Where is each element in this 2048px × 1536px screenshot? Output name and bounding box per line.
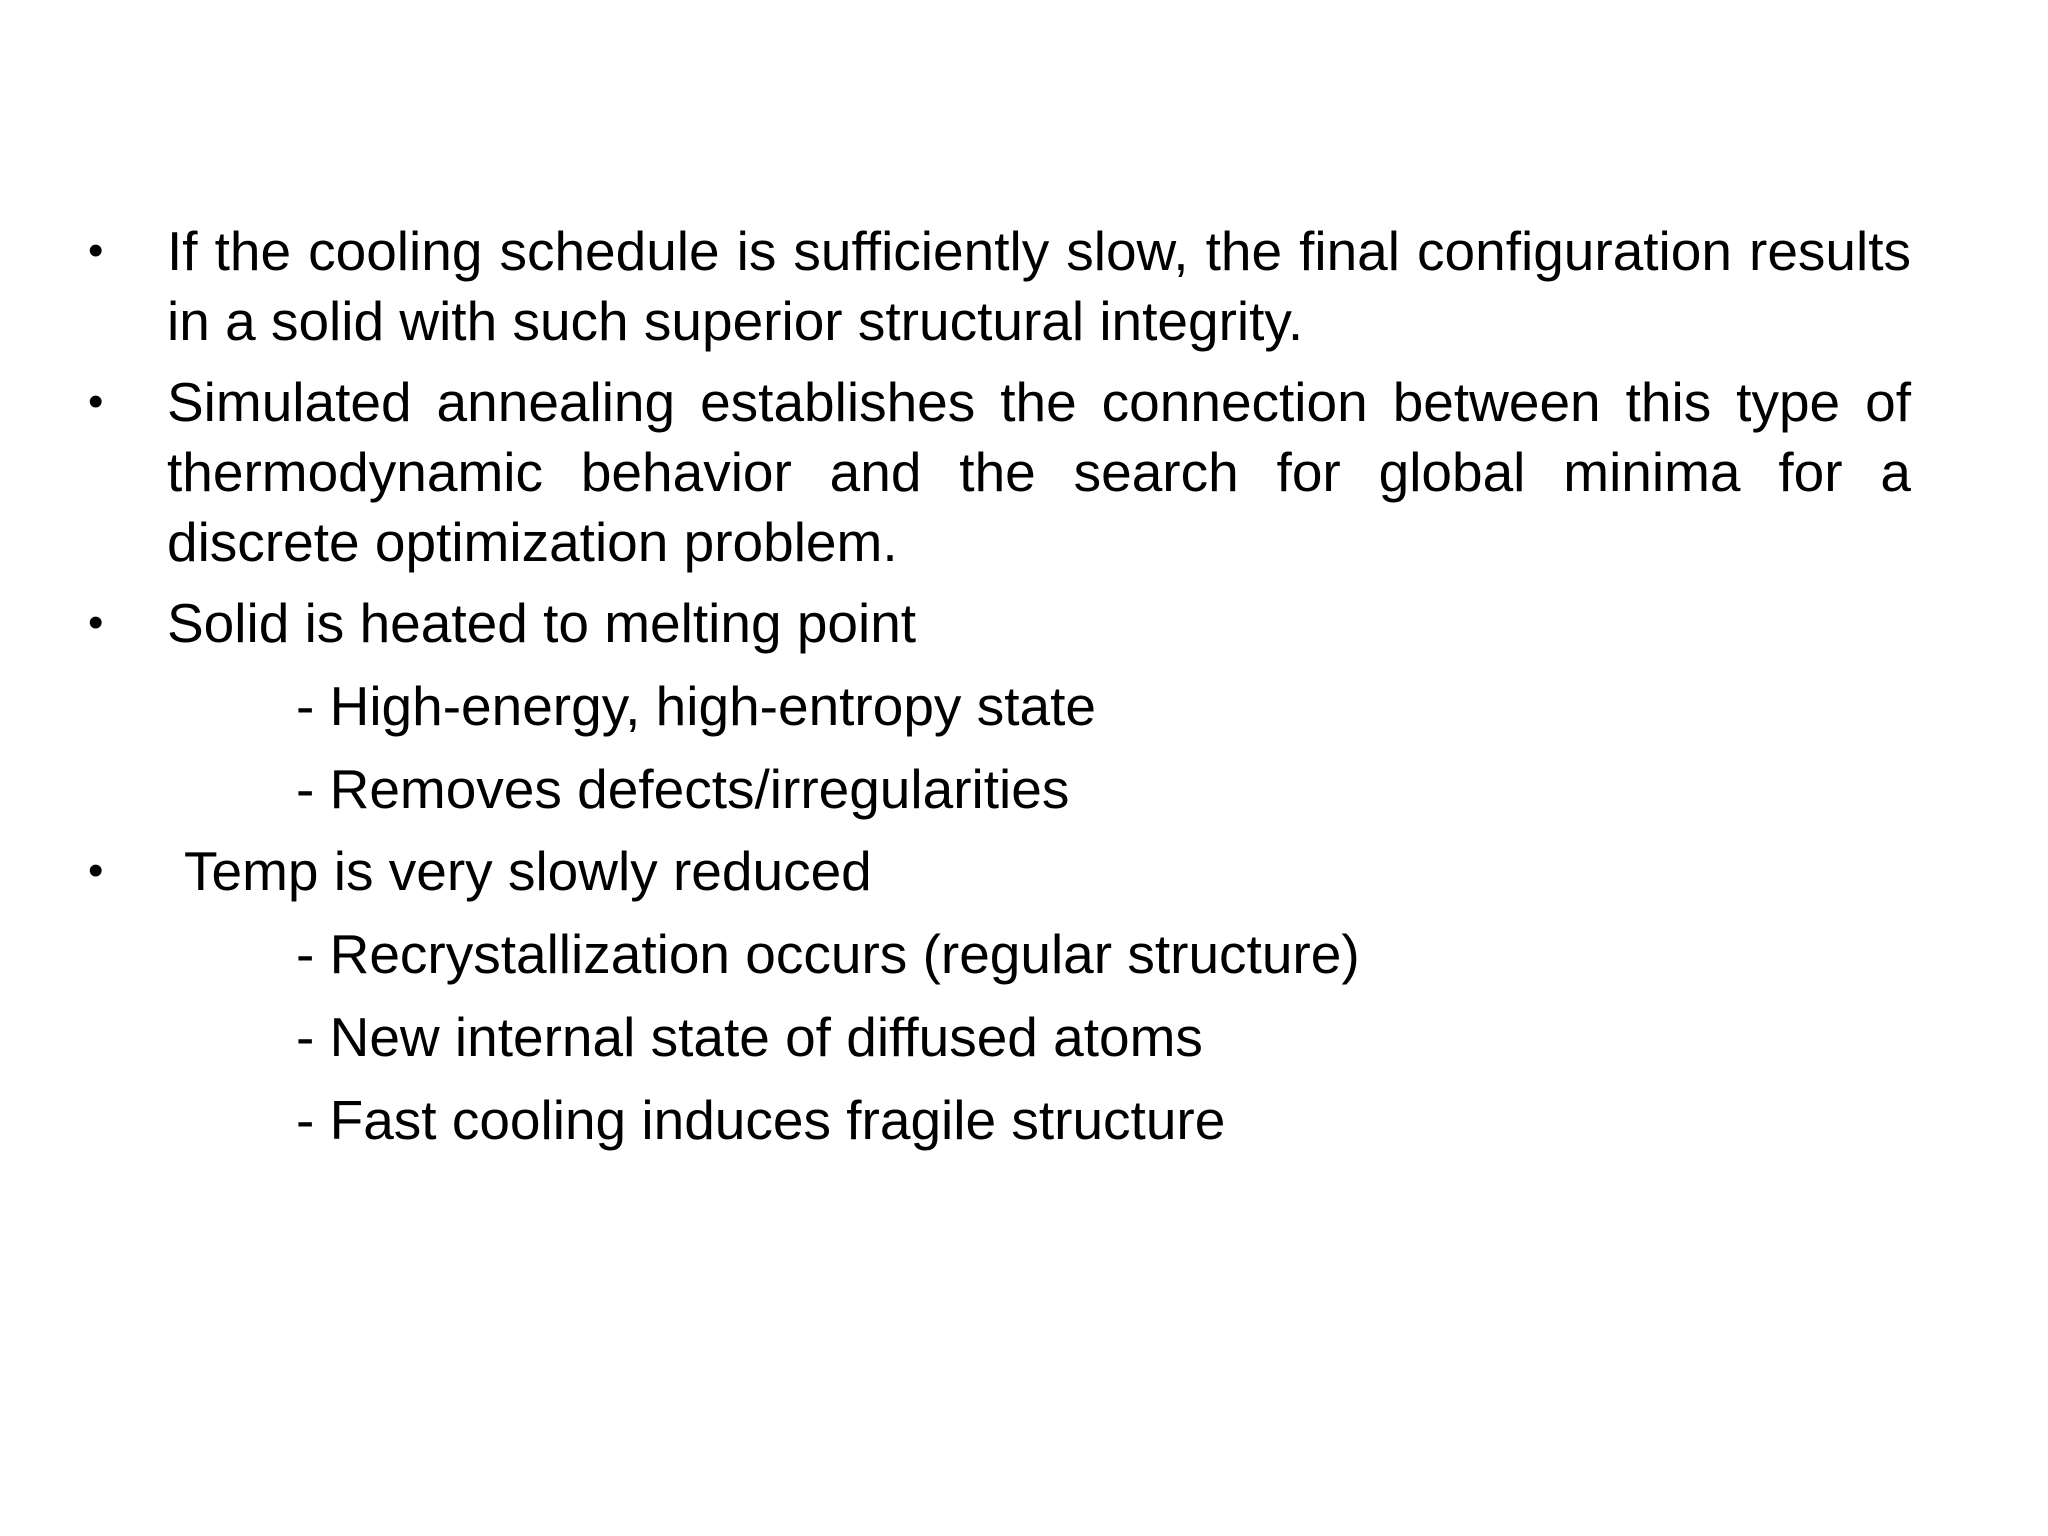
sub-bullet: - High-energy, high-entropy state bbox=[296, 675, 1096, 737]
bullet-text: If the cooling schedule is sufficiently slow, the final configuration results in a solid with such superior structural integrity. bbox=[167, 220, 1911, 352]
bullet-text: Solid is heated to melting point bbox=[167, 592, 917, 654]
bullet-text: Simulated annealing establishes the connection between this type of thermodynamic behavior and the search for global minima for a discrete optimization problem. bbox=[167, 371, 1911, 573]
sub-bullet: - Recrystallization occurs (regular structure) bbox=[296, 923, 1360, 985]
bullet-marker: • bbox=[88, 598, 104, 647]
bullet-item bbox=[0, 216, 2048, 356]
sub-bullet: - Removes defects/irregularities bbox=[296, 758, 1070, 820]
bullet-list bbox=[0, 216, 2048, 1155]
bullet-marker: • bbox=[88, 377, 104, 426]
bullet-marker: • bbox=[88, 846, 104, 895]
bullet-item bbox=[0, 367, 2048, 577]
sub-bullet: - New internal state of diffused atoms bbox=[296, 1006, 1203, 1068]
sub-bullet: - Fast cooling induces fragile structure bbox=[296, 1089, 1226, 1151]
bullet-item bbox=[0, 588, 2048, 658]
bullet-item bbox=[0, 836, 2048, 906]
bullet-marker: • bbox=[88, 226, 104, 275]
bullet-text: Temp is very slowly reduced bbox=[184, 840, 872, 902]
